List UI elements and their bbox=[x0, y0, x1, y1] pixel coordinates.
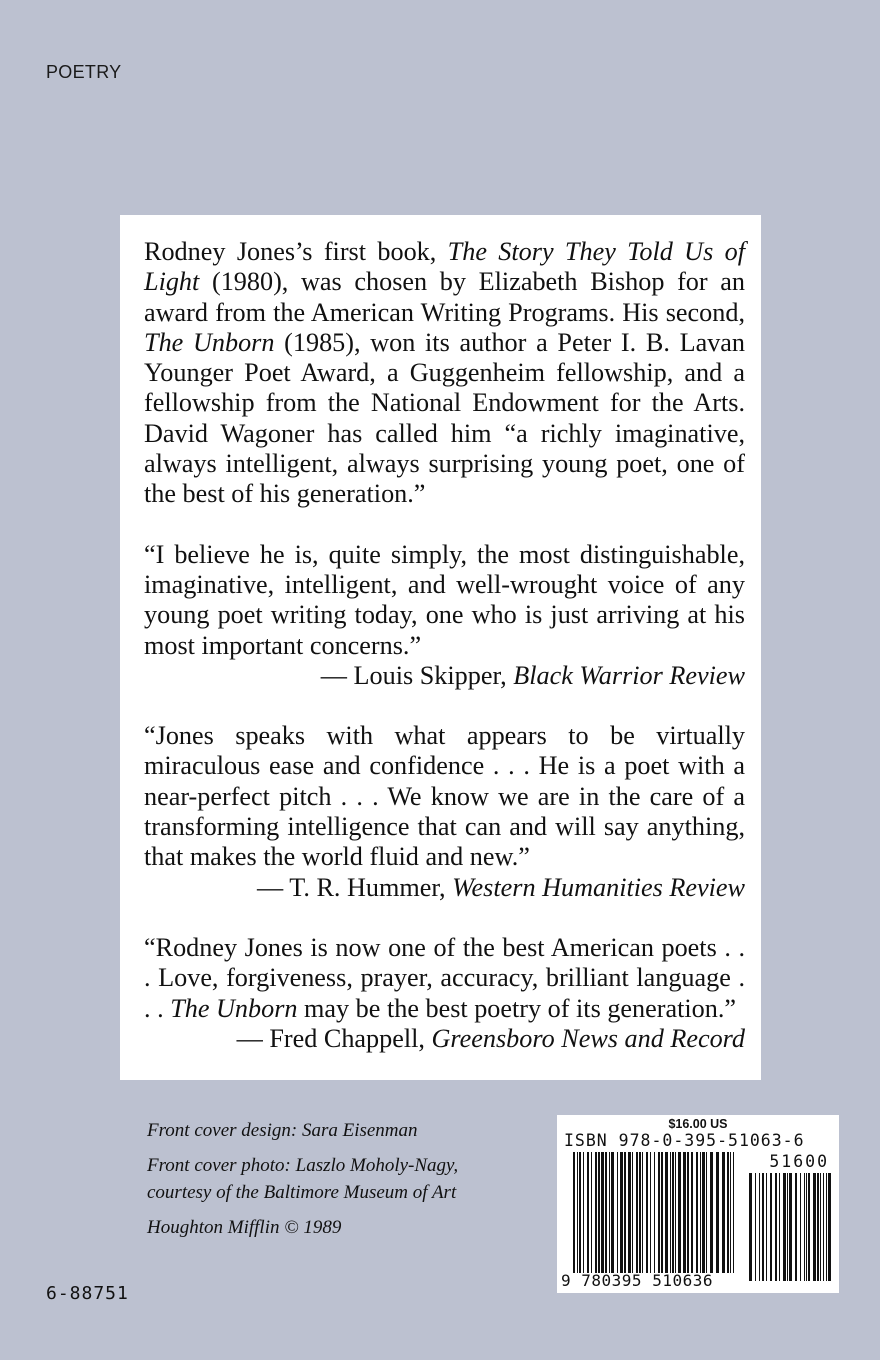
addon-barcode-bar bbox=[755, 1173, 756, 1281]
main-barcode-bar bbox=[700, 1152, 701, 1273]
main-barcode-bar bbox=[595, 1152, 597, 1273]
main-barcode-bar bbox=[678, 1152, 681, 1273]
quote-3-book-title: The Unborn bbox=[170, 993, 298, 1023]
main-barcode-bar bbox=[591, 1152, 592, 1273]
book-title-2: The Unborn bbox=[144, 327, 275, 357]
addon-barcode-bar bbox=[749, 1173, 752, 1281]
main-barcode-bar bbox=[587, 1152, 589, 1273]
main-barcode-bar bbox=[654, 1152, 655, 1273]
addon-barcode-bar bbox=[820, 1173, 821, 1281]
main-barcode-bar bbox=[605, 1152, 607, 1273]
addon-barcode-bar bbox=[766, 1173, 767, 1281]
stock-number: 6-88751 bbox=[46, 1283, 129, 1304]
main-barcode-bar bbox=[665, 1152, 668, 1273]
addon-barcode-bar bbox=[800, 1173, 801, 1281]
main-barcode-bar bbox=[579, 1152, 581, 1273]
main-barcode-bar bbox=[658, 1152, 660, 1273]
main-barcode-bar bbox=[636, 1152, 638, 1273]
addon-code: 51600 bbox=[769, 1152, 829, 1171]
quote-author-2: — T. R. Hummer, bbox=[257, 872, 453, 902]
blurb-text-3: (1985), won its author a Peter I. B. Lavan Younger Poet Award, a Guggenheim fellowship, and a fellowship from the National Endowment for the Arts. David Wagoner has called him “a richly imaginative, always intelligent, always surprising young poet, one of the best of his generation.” bbox=[144, 327, 746, 509]
blurb-panel bbox=[120, 215, 761, 1080]
addon-barcode-bar bbox=[813, 1173, 816, 1281]
main-barcode-bar bbox=[617, 1152, 618, 1273]
main-barcode-bar bbox=[687, 1152, 689, 1273]
addon-barcode-bar bbox=[783, 1173, 786, 1281]
review-quote-1: “I believe he is, quite simply, the most distinguishable, imaginative, intelligent, and well-wrought voice of any young poet writing today, one who is just arriving at his most important concerns.” bbox=[144, 539, 745, 660]
addon-barcode-bar bbox=[770, 1173, 772, 1281]
quote-source-3: Greensboro News and Record bbox=[431, 1023, 745, 1053]
main-barcode-bar bbox=[598, 1152, 600, 1273]
addon-barcode-bar bbox=[789, 1173, 792, 1281]
main-barcode-bar bbox=[696, 1152, 698, 1273]
book-title-1: The Story They Told Us of Light bbox=[144, 237, 745, 297]
main-barcode-bar bbox=[683, 1152, 686, 1273]
main-barcode-bar bbox=[730, 1152, 731, 1273]
main-barcode-bar bbox=[675, 1152, 676, 1273]
main-barcode-bar bbox=[670, 1152, 671, 1273]
addon-barcode-bar bbox=[823, 1173, 824, 1281]
quote-source-1: Black Warrior Review bbox=[513, 660, 745, 690]
addon-barcode-bar bbox=[762, 1173, 764, 1281]
main-barcode-bar bbox=[632, 1152, 633, 1273]
quote-source-2: Western Humanities Review bbox=[452, 872, 745, 902]
quote-author-3: — Fred Chappell, bbox=[236, 1023, 432, 1053]
blurb-text-1: Rodney Jones’s first book, bbox=[144, 237, 448, 266]
main-barcode-bar bbox=[646, 1152, 648, 1273]
quote-attribution-3 bbox=[144, 1024, 745, 1054]
main-barcode-bar bbox=[722, 1152, 725, 1273]
review-quote-2: “Jones speaks with what appears to be virtually miraculous ease and confidence . . . He is a poet with a near-perfect pitch . . . We know we are in the care of a transforming intelligence that can and will say anything, that makes the world fluid and new.” bbox=[144, 721, 745, 872]
barcode-graphic bbox=[557, 1115, 839, 1293]
main-barcode-bar bbox=[639, 1152, 641, 1273]
cover-credits bbox=[147, 1117, 458, 1241]
photo-credit-line-1: Front cover photo: Laszlo Moholy-Nagy, bbox=[147, 1155, 459, 1176]
price-label: $16.00 US bbox=[668, 1117, 728, 1131]
main-barcode-bar bbox=[661, 1152, 663, 1273]
addon-barcode-bar bbox=[806, 1173, 807, 1281]
main-barcode-bar bbox=[642, 1152, 643, 1273]
addon-barcode-bar bbox=[759, 1173, 760, 1281]
main-barcode-bar bbox=[628, 1152, 631, 1273]
main-barcode-bar bbox=[691, 1152, 693, 1273]
category-label: POETRY bbox=[46, 62, 122, 82]
addon-barcode-bar bbox=[779, 1173, 780, 1281]
quote-author-1: — Louis Skipper, bbox=[320, 660, 514, 690]
isbn-label: ISBN 978-0-395-51063-6 bbox=[564, 1131, 805, 1150]
quote-attribution-1 bbox=[144, 661, 745, 691]
main-barcode-bar bbox=[702, 1152, 705, 1273]
addon-barcode-bar bbox=[826, 1173, 827, 1281]
barcode-digits: 9 780395 510636 bbox=[561, 1271, 713, 1290]
author-blurb bbox=[144, 237, 745, 510]
main-barcode-bar bbox=[620, 1152, 623, 1273]
blurb-text-2: (1980), was chosen by Elizabeth Bishop for an award from the American Writing Programs. His second, bbox=[144, 267, 745, 327]
photo-credit-line-2: courtesy of the Baltimore Museum of Art bbox=[147, 1182, 457, 1203]
addon-barcode-bar bbox=[795, 1173, 797, 1281]
addon-barcode-bar bbox=[817, 1173, 819, 1281]
main-barcode-bar bbox=[650, 1152, 651, 1273]
design-credit: Front cover design: Sara Eisenman bbox=[147, 1120, 418, 1141]
main-barcode-bar bbox=[727, 1152, 729, 1273]
main-barcode-bar bbox=[583, 1152, 584, 1273]
addon-barcode-bar bbox=[808, 1173, 810, 1281]
main-barcode-bar bbox=[672, 1152, 674, 1273]
quote-attribution-2 bbox=[144, 873, 745, 903]
publisher-copyright: Houghton Mifflin © 1989 bbox=[147, 1217, 342, 1238]
main-barcode-bar bbox=[609, 1152, 610, 1273]
quote-3-text-b: may be the best poetry of its generation.” bbox=[297, 993, 736, 1023]
main-barcode-bar bbox=[624, 1152, 626, 1273]
main-barcode-bar bbox=[716, 1152, 719, 1273]
main-barcode-bar bbox=[733, 1152, 734, 1273]
main-barcode-bar bbox=[601, 1152, 604, 1273]
addon-barcode-bar bbox=[828, 1173, 831, 1281]
main-barcode-bar bbox=[577, 1152, 578, 1273]
quote-3-text-a: “Rodney Jones is now one of the best American poets . . . Love, forgiveness, prayer, accuracy, brilliant language . . . bbox=[144, 932, 745, 1023]
main-barcode-bar bbox=[573, 1152, 575, 1273]
main-barcode-bar bbox=[710, 1152, 713, 1273]
review-quote-3 bbox=[144, 933, 745, 1024]
addon-barcode-bar bbox=[787, 1173, 788, 1281]
barcode-block bbox=[557, 1115, 839, 1293]
main-barcode-bar bbox=[706, 1152, 707, 1273]
main-barcode-bar bbox=[611, 1152, 614, 1273]
addon-barcode-bar bbox=[775, 1173, 777, 1281]
addon-barcode-bar bbox=[804, 1173, 805, 1281]
